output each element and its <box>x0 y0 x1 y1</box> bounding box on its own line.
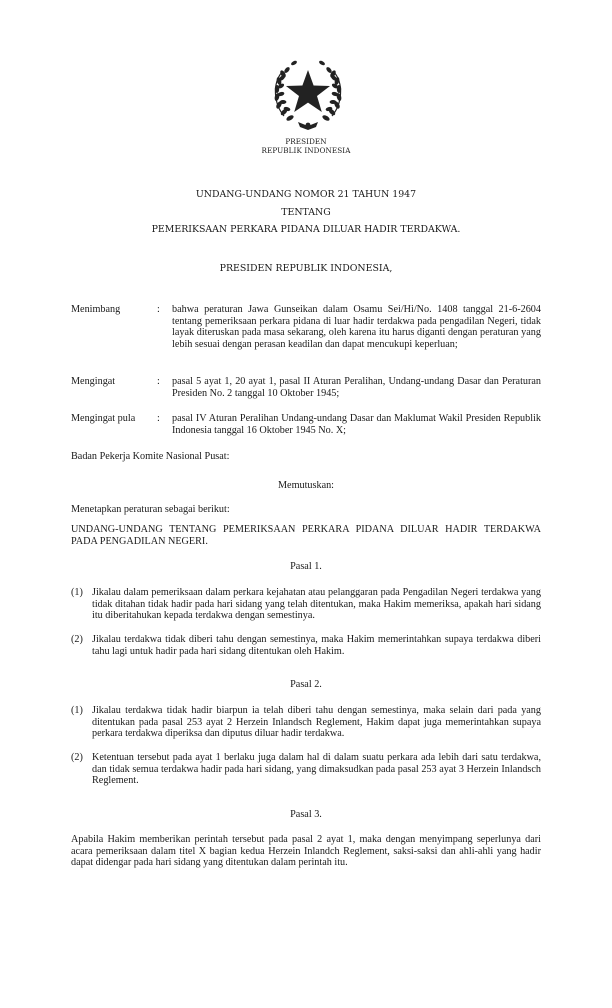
item-number: (1) <box>71 705 83 716</box>
law-title-about: TENTANG <box>281 207 331 218</box>
consideration-colon: : <box>157 413 160 424</box>
law-name: UNDANG-UNDANG TENTANG PEMERIKSAAN PERKARA PIDANA DILUAR HADIR TERDAKWA PADA PENGADILAN NEGERI. <box>71 524 541 547</box>
establish-line: Menetapkan peraturan sebagai berikut: <box>71 504 230 515</box>
item-text: Jikalau terdakwa tidak diberi tahu dengan semestinya, maka Hakim memerintahkan supaya terdakwa diberi tahu lagi untuk hadir pada hari sidang ditentukan oleh Hakim. <box>92 634 541 657</box>
consideration-text: pasal IV Aturan Peralihan Undang-undang Dasar dan Maklumat Wakil Presiden Republik Indonesia tanggal 16 Oktober 1945 No. X; <box>172 413 541 436</box>
item-text: Ketentuan tersebut pada ayat 1 berlaku juga dalam hal di dalam suatu perkara ada lebih dari satu terdakwa, dan tidak semua terdakwa hadir pada hari sidang, yang dimaksudkan pada pasal 253 ayat 3 Herzein Inlandsch Reglement. <box>92 752 541 787</box>
article-2-item-2 <box>71 752 541 788</box>
consideration-label: Mengingat pula <box>71 413 136 424</box>
header-republic-label: REPUBLIK INDONESIA <box>261 146 351 155</box>
consideration-mengingat <box>71 376 541 400</box>
consideration-mengingat-pula <box>71 413 541 437</box>
item-number: (1) <box>71 587 83 598</box>
consideration-colon: : <box>157 304 160 315</box>
article-3-paragraph: Apabila Hakim memberikan perintah tersebut pada pasal 2 ayat 1, maka dengan menyimpang seperlunya dari acara pemeriksaan dalam titel X bagian kedua Herzein Inlandch Reglement, saksi-saksi dan ahli-ahli yang hadir dapat didengar pada hari sidang yang ditentukan dalam perintah itu. <box>71 834 541 869</box>
consideration-text: bahwa peraturan Jawa Gunseikan dalam Osamu Sei/Hi/No. 1408 tanggal 21-6-2604 tentang pemeriksaan perkara pidana di luar hadir terdakwa pada pengadilan Negeri, tidak layak diteruskan pada masa sekarang, oleh karena itu harus diganti dengan peraturan yang lebih sesuai dengan perasan keadilan dan dapat mencukupi keperluan; <box>172 304 541 350</box>
item-number: (2) <box>71 634 83 645</box>
body-intro: Badan Pekerja Komite Nasional Pusat: <box>71 451 230 462</box>
article-1-heading: Pasal 1. <box>290 561 322 572</box>
issuer-heading: PRESIDEN REPUBLIK INDONESIA, <box>219 263 393 274</box>
law-subject: PEMERIKSAAN PERKARA PIDANA DILUAR HADIR TERDAKWA. <box>151 224 461 235</box>
consideration-label: Mengingat <box>71 376 116 387</box>
item-text: Jikalau dalam pemeriksaan dalam perkara kejahatan atau pelanggaran pada Pengadilan Negeri terdakwa yang tidak ditahan tidak hadir pada hari sidang yang telah ditentukan, maka Hakim memeriksa, apakah hari sidang itu diberitahukan kepada terdakwa dengan semestinya. <box>92 587 541 622</box>
consideration-menimbang <box>71 304 541 364</box>
consideration-colon: : <box>157 376 160 387</box>
law-title: UNDANG-UNDANG NOMOR 21 TAHUN 1947 <box>195 189 417 200</box>
article-1-item-1 <box>71 587 541 635</box>
consideration-label: Menimbang <box>71 304 121 315</box>
header-president-label: PRESIDEN <box>285 137 327 146</box>
consideration-text: pasal 5 ayat 1, 20 ayat 1, pasal II Aturan Peralihan, Undang-undang Dasar dan Peraturan Presiden No. 2 tanggal 10 Oktober 1945; <box>172 376 541 399</box>
article-2-item-1 <box>71 705 541 753</box>
article-1-item-2 <box>71 634 541 658</box>
item-number: (2) <box>71 752 83 763</box>
decision-heading: Memutuskan: <box>277 480 335 491</box>
presidential-seal-icon <box>270 54 346 134</box>
article-3-heading: Pasal 3. <box>290 809 322 820</box>
item-text: Jikalau terdakwa tidak hadir biarpun ia telah diberi tahu dengan semestinya, maka selain dari pada yang ditentukan pada pasal 253 ayat 2 Herzein Inlandsch Reglement, Hakim dapat juga memerintahkan supaya perkara terdakwa diperiksa dan diputus diluar hadir terdakwa. <box>92 705 541 740</box>
article-2-heading: Pasal 2. <box>290 679 322 690</box>
